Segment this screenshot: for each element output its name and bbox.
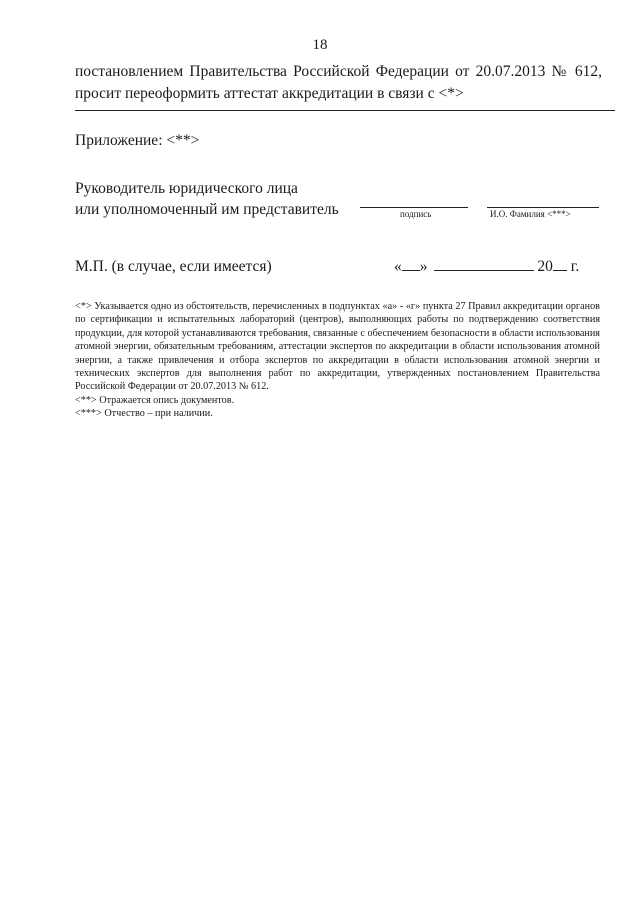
year-prefix: 20: [537, 258, 553, 275]
year-blank: [553, 256, 567, 271]
footnote-1: <*> Указывается одно из обстоятельств, перечисленных в подпунктах «а» - «г» пункта 27 Правил аккредитации органов по сертификации и испытательных лабораторий (центров), выполняющих работы по подтверждению соответствия продукции, для которой устанавливаются требования, связанные с обеспечением безопасности в области использования атомной энергии, обязательным требованиям, аттестации экспертов по аккредитации в области использования атомной энергии, а также привлечения и отбора экспертов по аккредитации в области использования атомной энергии и технических экспертов для выполнения работ по аккредитации, утвержденных постановлением Правительства Российской Федерации от 20.07.2013 № 612.: [75, 301, 600, 393]
head-title-line-1: Руководитель юридического лица: [75, 180, 298, 197]
day-blank: [402, 256, 420, 271]
reason-fill-line: [75, 110, 615, 111]
name-caption: И.О. Фамилия <***>: [490, 209, 571, 219]
footnotes: [75, 300, 600, 421]
month-blank: [434, 256, 534, 271]
intro-paragraph: [75, 61, 602, 105]
date-field: [394, 256, 579, 276]
page-number: 18: [312, 37, 328, 53]
date-close-quote: »: [419, 258, 428, 275]
footnote-2: <**> Отражается опись документов.: [75, 394, 235, 406]
appendix-label: Приложение: <**>: [75, 132, 200, 149]
signature-line: [360, 207, 468, 208]
head-title: [75, 178, 339, 220]
year-suffix: г.: [570, 258, 580, 275]
footnote-3: <***> Отчество – при наличии.: [75, 408, 213, 420]
date-open-quote: «: [394, 258, 402, 275]
signature-caption: подпись: [400, 209, 432, 219]
name-line: [487, 207, 599, 208]
head-title-line-2: или уполномоченный им представитель: [75, 201, 339, 218]
intro-line-1: постановлением Правительства Российской Федерации от 20.07.2013 № 612,: [75, 63, 602, 80]
intro-line-2: просит переоформить аттестат аккредитации в связи с <*>: [75, 85, 464, 102]
seal-label: М.П. (в случае, если имеется): [75, 258, 272, 275]
